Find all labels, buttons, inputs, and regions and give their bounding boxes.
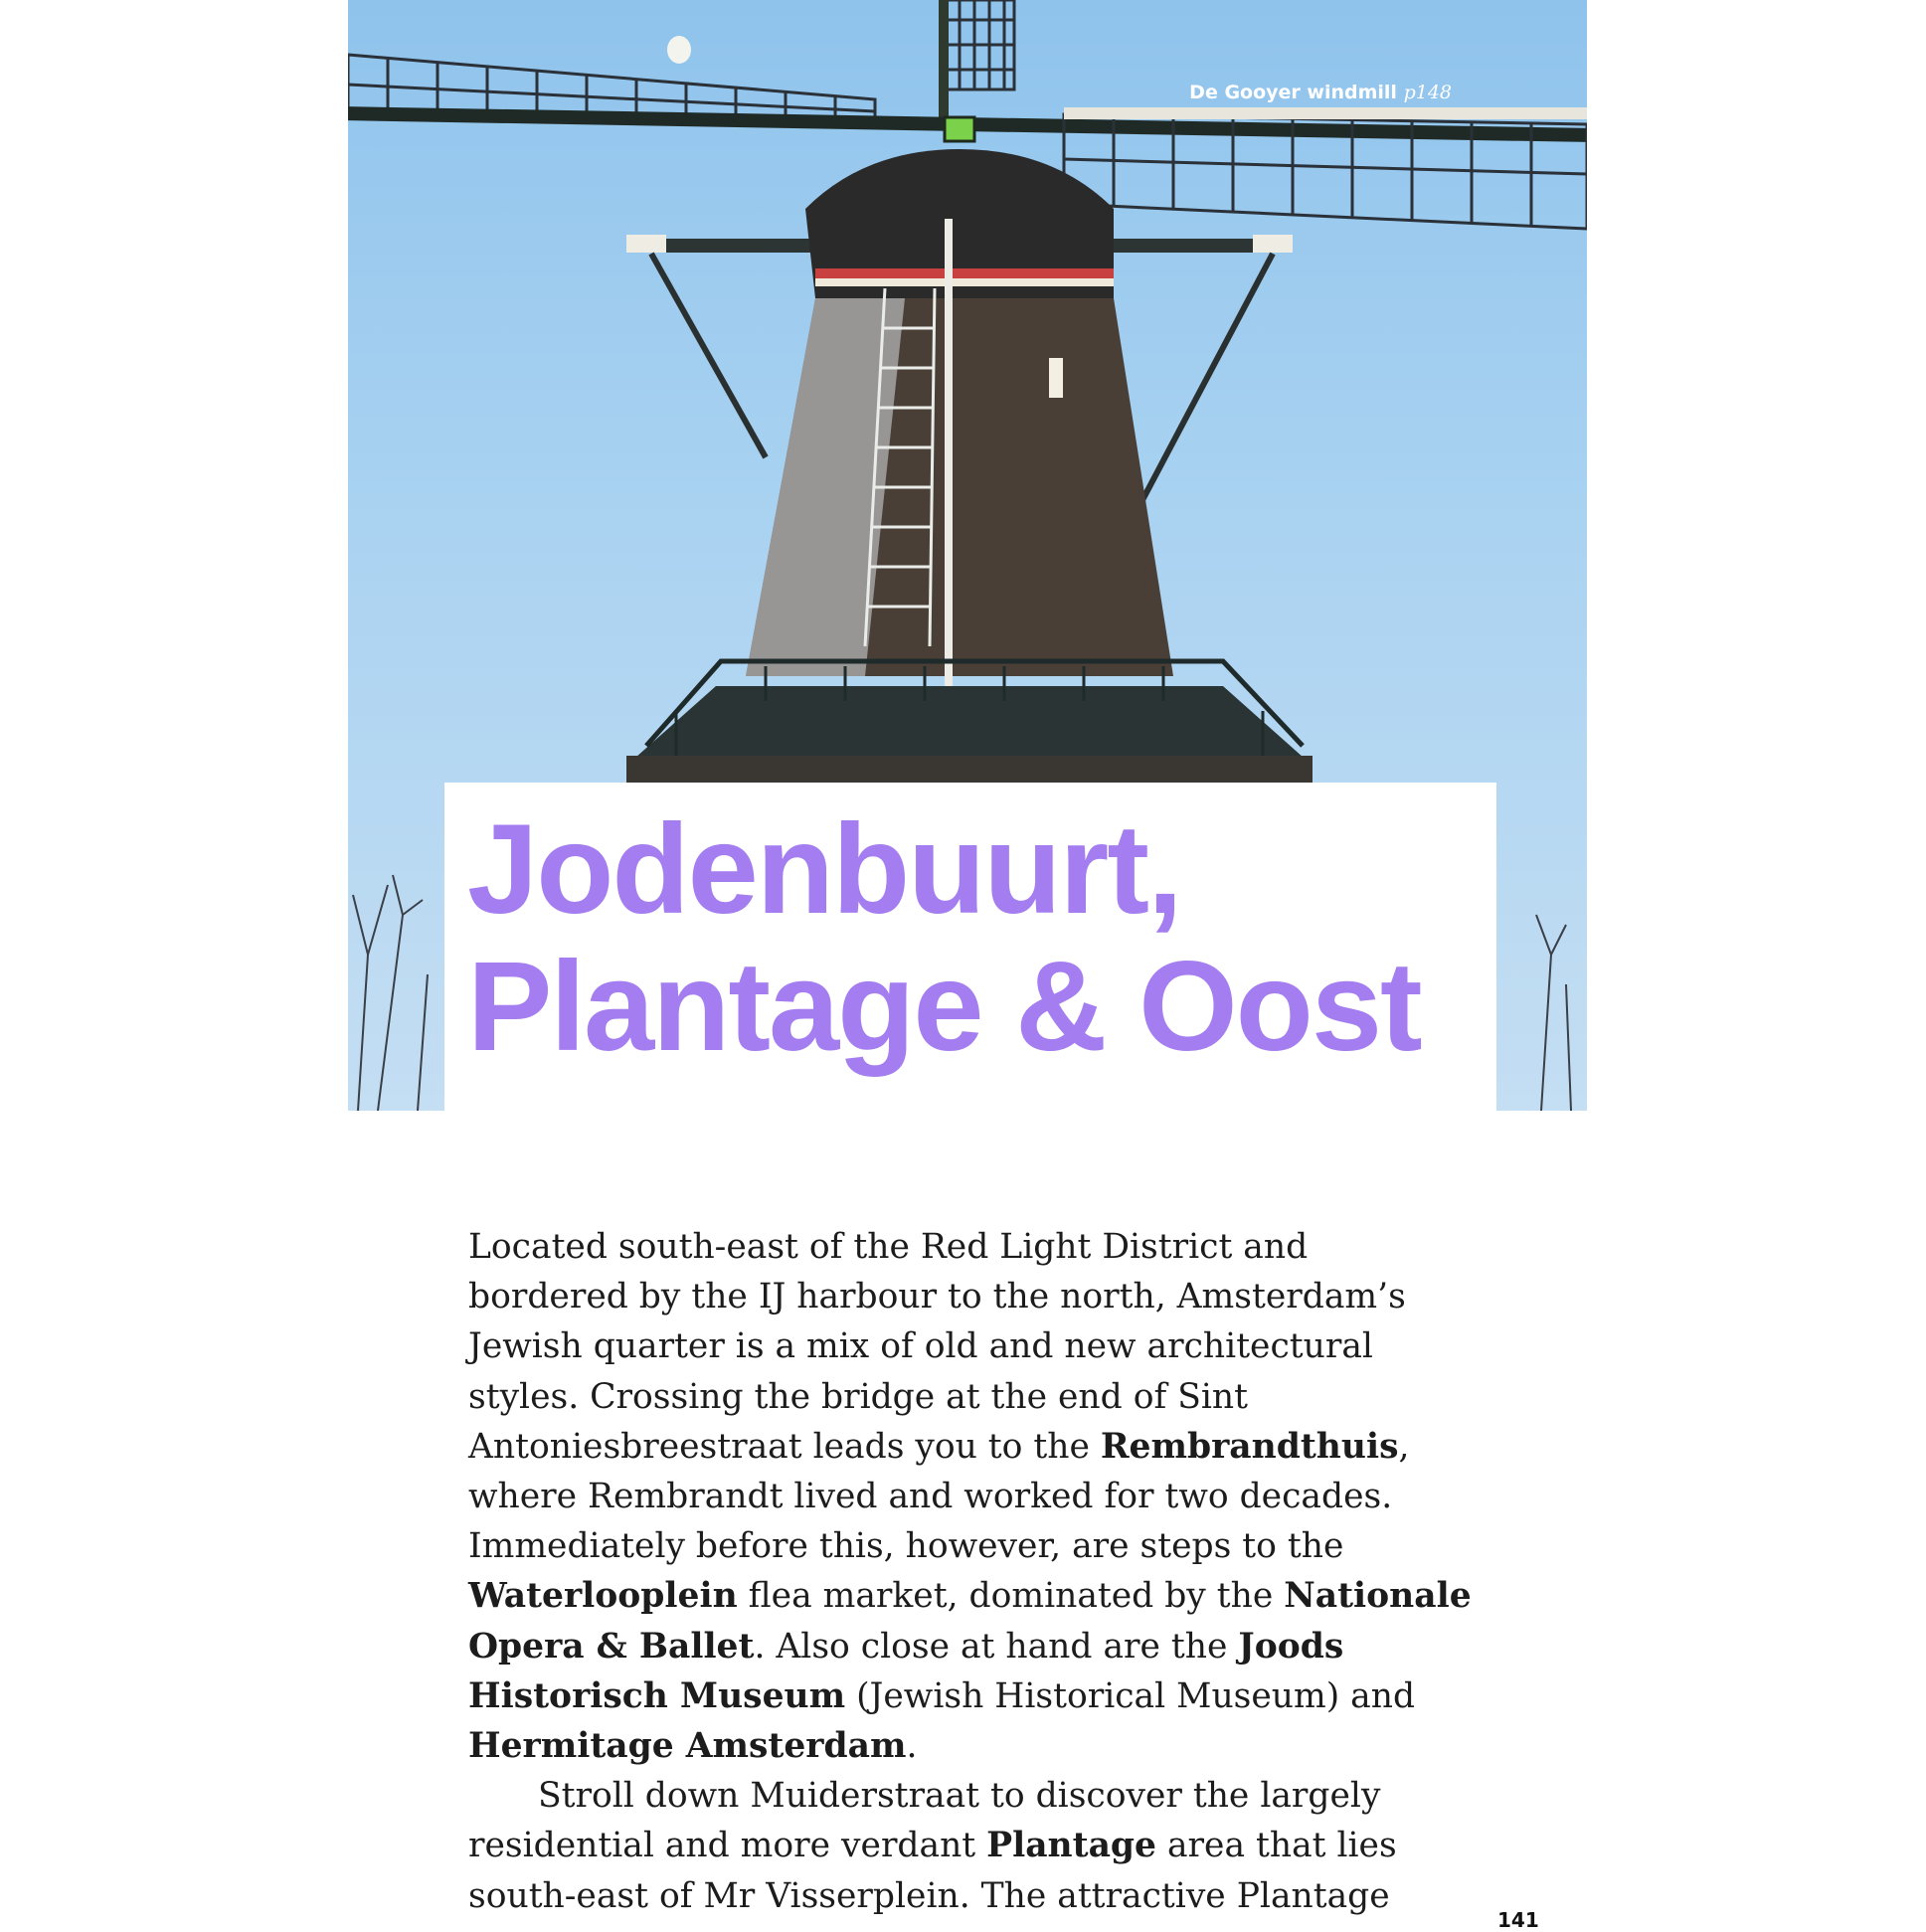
text-run: .	[906, 1726, 918, 1767]
page-number: 141	[1497, 1908, 1539, 1932]
text-run: Stroll down Muiderstraat to discover the largely residential and more verdant	[468, 1776, 1381, 1866]
chapter-title	[467, 798, 1421, 1078]
text-run: flea market, dominated by the	[737, 1576, 1285, 1617]
highlight-plantage: Plantage	[986, 1826, 1156, 1866]
caption-page-ref: p148	[1403, 82, 1452, 103]
text-run: (Jewish Historical Museum) and	[845, 1675, 1416, 1716]
text-run: . Also close at hand are the	[754, 1626, 1239, 1667]
text-run: area that lies south-east of Mr Visserplein. The attractive Plantage	[468, 1826, 1397, 1916]
intro-text	[468, 1222, 1473, 1921]
highlight-waterlooplein: Waterlooplein	[468, 1576, 738, 1617]
text-run: Located south-east of the Red Light District and bordered by the IJ harbour to the north, Amsterdam’s Jewish quarter is a mix of old and new architectural styles. Crossing the bridge at the end of Sint Antoniesbreestraat leads you to the	[468, 1227, 1406, 1467]
highlight-opera-ballet: Nationale Opera & Ballet	[468, 1576, 1472, 1667]
chapter-title-line-1: Jodenbuurt,	[467, 798, 1181, 941]
highlight-rembrandthuis: Rembrandthuis	[1100, 1426, 1399, 1467]
highlight-hermitage: Hermitage Amsterdam	[468, 1726, 907, 1767]
text-run: , where Rembrandt lived and worked for two decades. Immediately before this, however, are steps to the	[468, 1426, 1410, 1567]
highlight-joods-historisch-museum: Joods Historisch Museum	[468, 1626, 1344, 1716]
paragraph-2	[468, 1771, 1473, 1921]
caption-name: De Gooyer windmill	[1189, 82, 1397, 103]
chapter-title-line-2: Plantage & Oost	[467, 936, 1421, 1078]
paragraph-1	[468, 1222, 1473, 1771]
photo-caption	[1189, 82, 1452, 103]
